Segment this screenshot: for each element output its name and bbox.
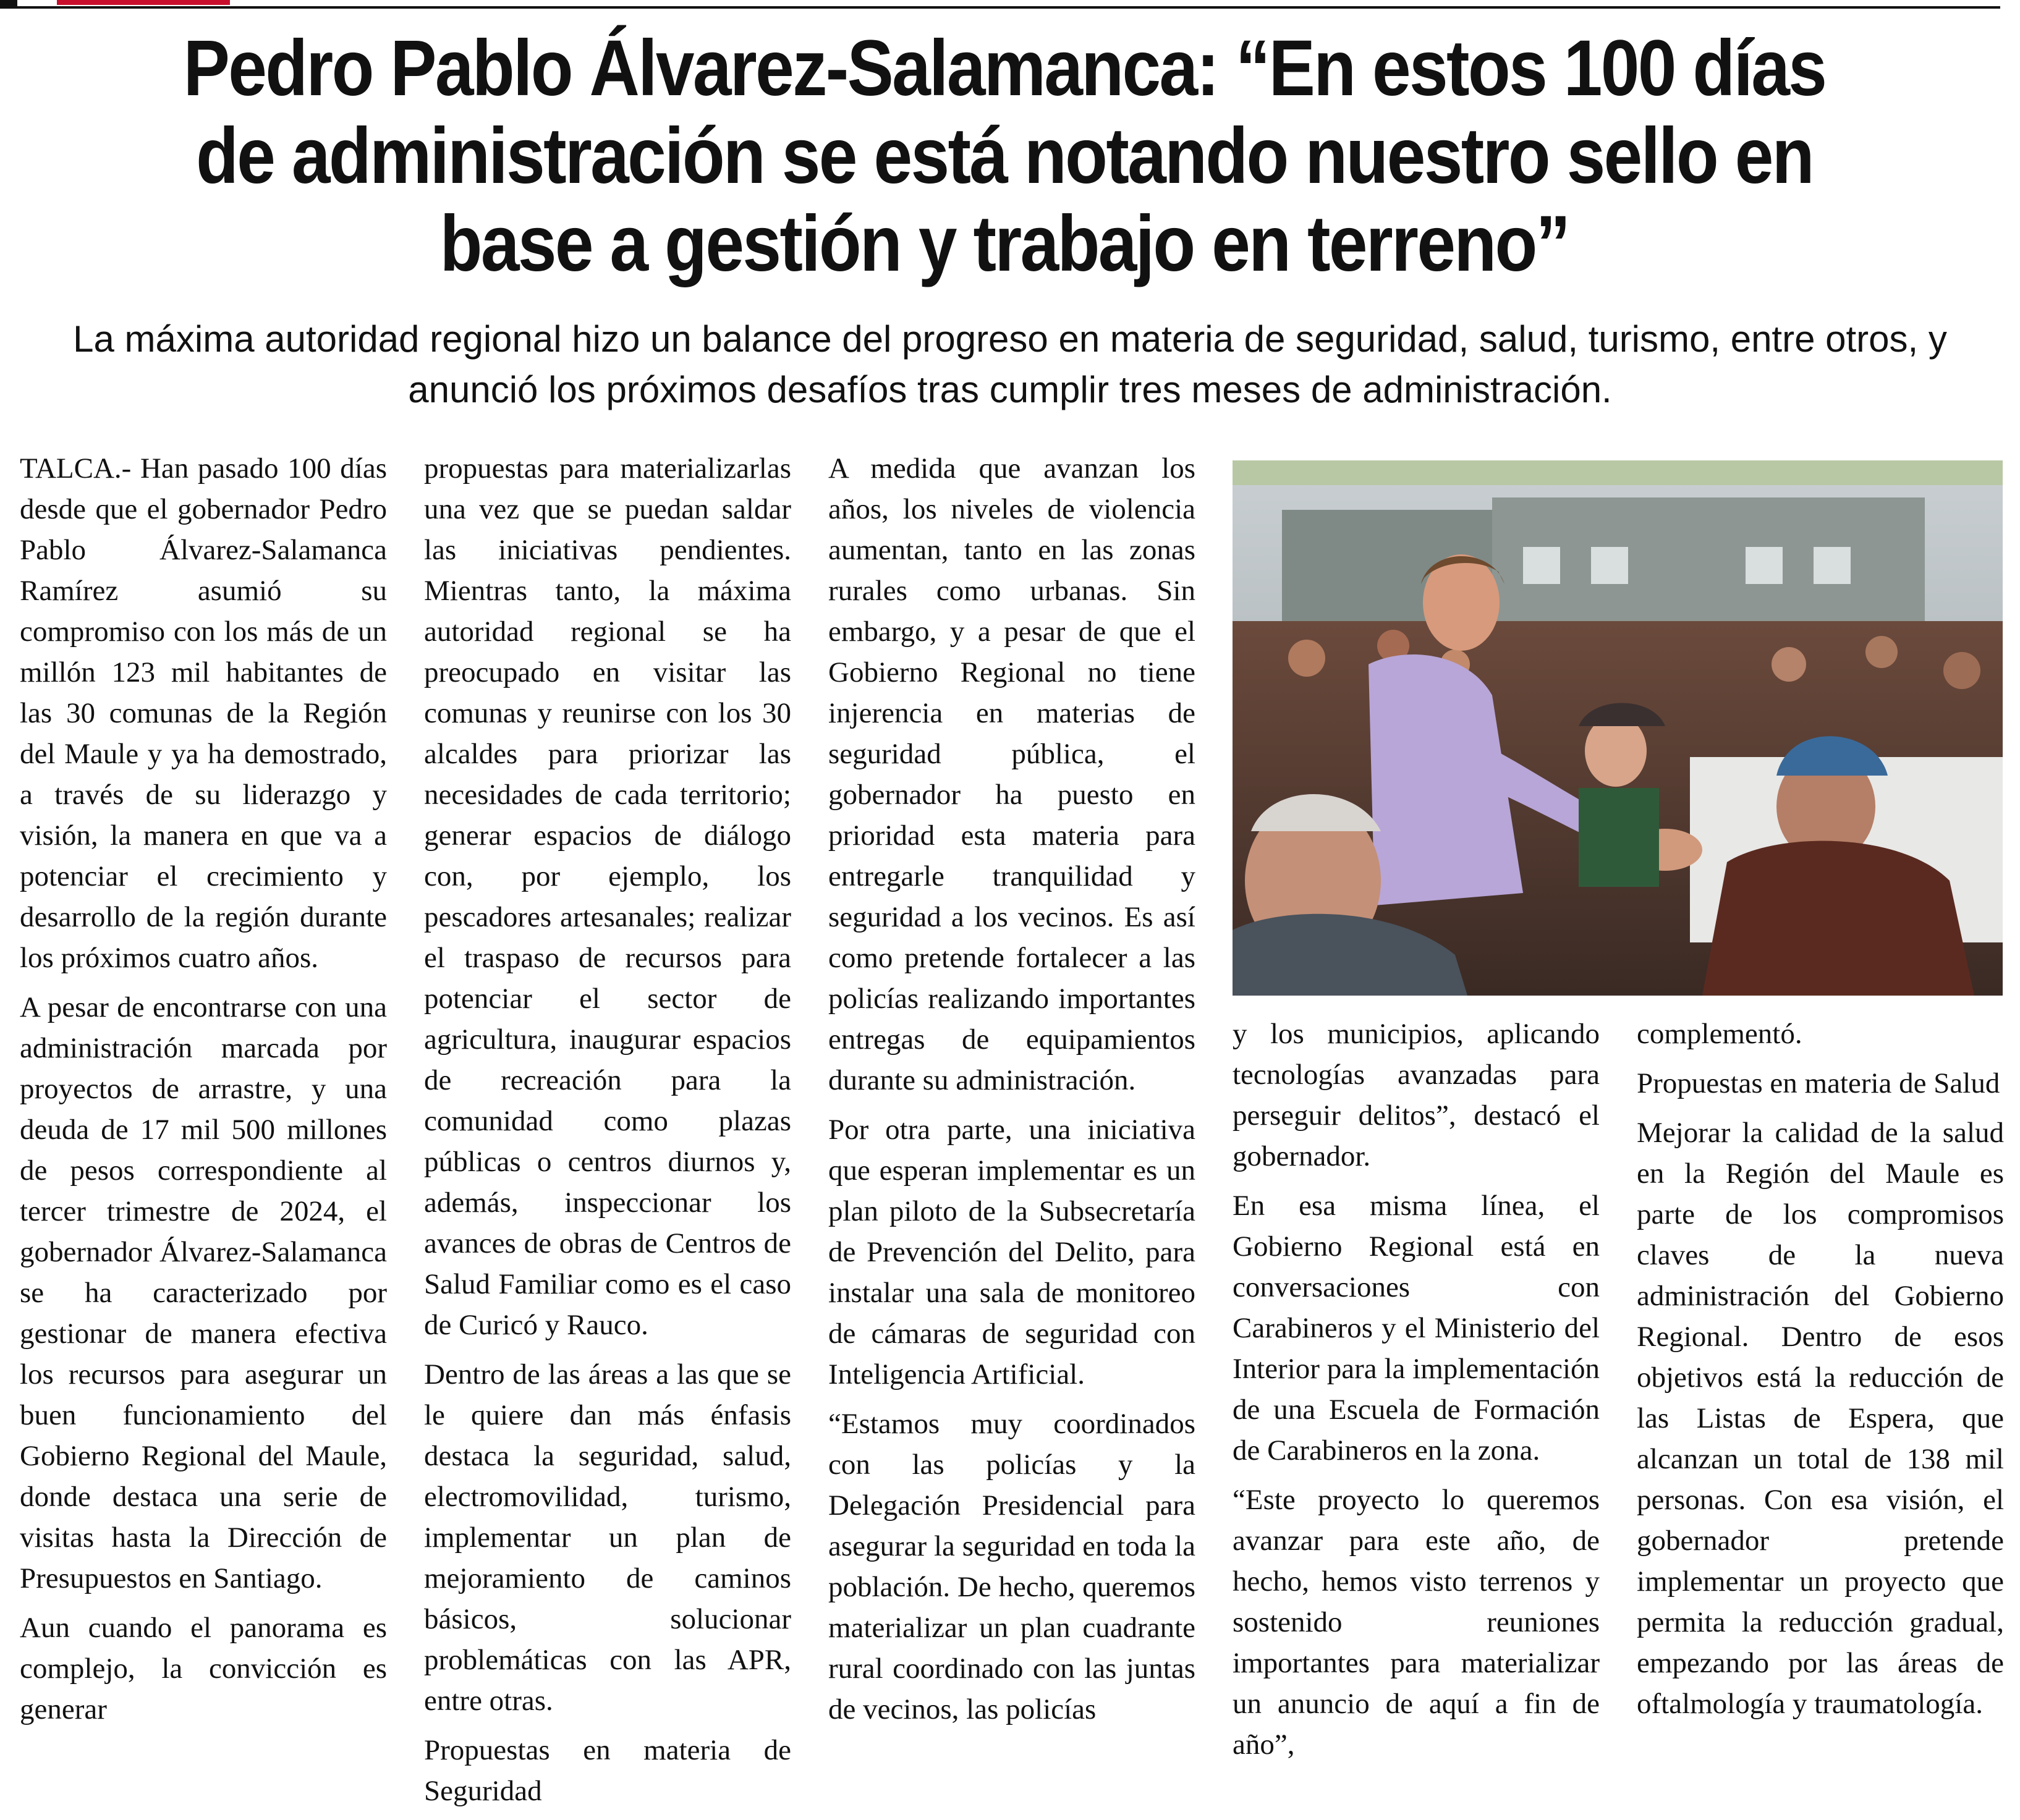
paragraph: propuestas para materializarlas una vez que se puedan saldar las iniciativas pendientes. Mientras tanto, la máxima autoridad regional se ha preocupado en visitar las comunas y reunirse con los 30 alcaldes para priorizar las necesidades de cada territorio; generar espacios de diálogo con, por ejemplo, los pescadores artesanales; realizar el traspaso de recursos para potenciar el sector de agricultura, inaugurar espacios de recreación para la comunidad como plazas públicas o centros diurnos y, además, inspeccionar los avances de obras de Centros de Salud Familiar como es el caso de Curicó y Rauco. (424, 452, 791, 1341)
paragraph: TALCA.- Han pasado 100 días desde que el gobernador Pedro Pablo Álvarez-Salamanca Ramírez asumió su compromiso con los más de un millón 123 mil habitantes de las 30 comunas de la Región del Maule y ya ha demostrado, a través de su liderazgo y visión, la manera en que va a potenciar el crecimiento y desarrollo de la región durante los próximos cuatro años. (20, 452, 387, 974)
page-top-rule (0, 0, 2000, 9)
paragraph: Por otra parte, una iniciativa que esperan implementar es un plan piloto de la Subsecretaría de Prevención del Delito, para instalar una sala de monitoreo de cámaras de seguridad con Inteligencia Artificial. (828, 1114, 1195, 1390)
paragraph: complementó. (1637, 1018, 1802, 1050)
top-divider (17, 6, 2000, 9)
crosshead-health: Propuestas en materia de Salud (1637, 1067, 2000, 1099)
article-column-5 (1637, 1014, 2004, 1733)
article-column-3 (828, 448, 1195, 1738)
paragraph: Aun cuando el panorama es complejo, la convicción es generar (20, 1612, 387, 1725)
headline: Pedro Pablo Álvarez-Salamanca: “En estos 100 días de administración se está notando nuestro sello en base a gestión y trabajo en terreno” (183, 24, 1826, 288)
paragraph: “Estamos muy coordinados con las policías y la Delegación Presidencial para asegurar la seguridad en toda la población. De hecho, queremos materializar un plan cuadrante rural coordinado con las juntas de vecinos, las policías (828, 1408, 1195, 1725)
section-color-bar (57, 0, 230, 5)
crosshead-security: Propuestas en materia de Seguridad (424, 1734, 791, 1807)
article-column-4 (1233, 1014, 1600, 1774)
paragraph: Dentro de las áreas a las que se le quiere dan más énfasis destaca la seguridad, salud, electromovilidad, turismo, implementar un plan de mejoramiento de caminos básicos, solucionar problemáticas con las APR, entre otras. (424, 1358, 791, 1717)
article-column-1 (20, 448, 387, 1738)
paragraph: En esa misma línea, el Gobierno Regional está en conversaciones con Carabineros y el Ministerio del Interior para la implementación de una Escuela de Formación de Carabineros en la zona. (1233, 1190, 1600, 1467)
photo-governor-greeting-elders (1233, 460, 2003, 996)
subtitle: La máxima autoridad regional hizo un balance del progreso en materia de seguridad, salud, turismo, entre otros, y anunció los próximos desafíos tras cumplir tres meses de administración. (73, 318, 1947, 410)
section-marker (0, 0, 17, 9)
paragraph: A medida que avanzan los años, los niveles de violencia aumentan, tanto en las zonas rurales como urbanas. Sin embargo, y a pesar de que el Gobierno Regional no tiene injerencia en materias de seguridad pública, el gobernador ha puesto en prioridad esta materia para entregarle tranquilidad y seguridad a los vecinos. Es así como pretende fortalecer a las policías realizando importantes entregas de equipamientos durante su administración. (828, 452, 1195, 1096)
paragraph: Mejorar la calidad de la salud en la Región del Maule es parte de los compromisos claves de la nueva administración del Gobierno Regional. Dentro de esos objetivos está la reducción de las Listas de Espera, que alcanzan un total de 138 mil personas. Con esa visión, el gobernador pretende implementar un proyecto que permita la reducción gradual, empezando por las áreas de oftalmología y traumatología. (1637, 1117, 2004, 1720)
article-column-2 (424, 448, 791, 1820)
article-photo (1233, 460, 2003, 996)
paragraph: A pesar de encontrarse con una administración marcada por proyectos de arrastre, y una deuda de 17 mil 500 millones de pesos correspondiente al tercer trimestre de 2024, el gobernador Álvarez-Salamanca se ha caracterizado por gestionar de manera efectiva los recursos para asegurar un buen funcionamiento del Gobierno Regional del Maule, donde destaca una serie de visitas hasta la Dirección de Presupuestos en Santiago. (20, 991, 387, 1594)
paragraph: “Este proyecto lo queremos avanzar para este año, de hecho, hemos visto terrenos y sostenido reuniones importantes para materializar un anuncio de aquí a fin de año”, (1233, 1484, 1600, 1761)
paragraph: y los municipios, aplicando tecnologías avanzadas para perseguir delitos”, destacó el gobernador. (1233, 1018, 1600, 1172)
